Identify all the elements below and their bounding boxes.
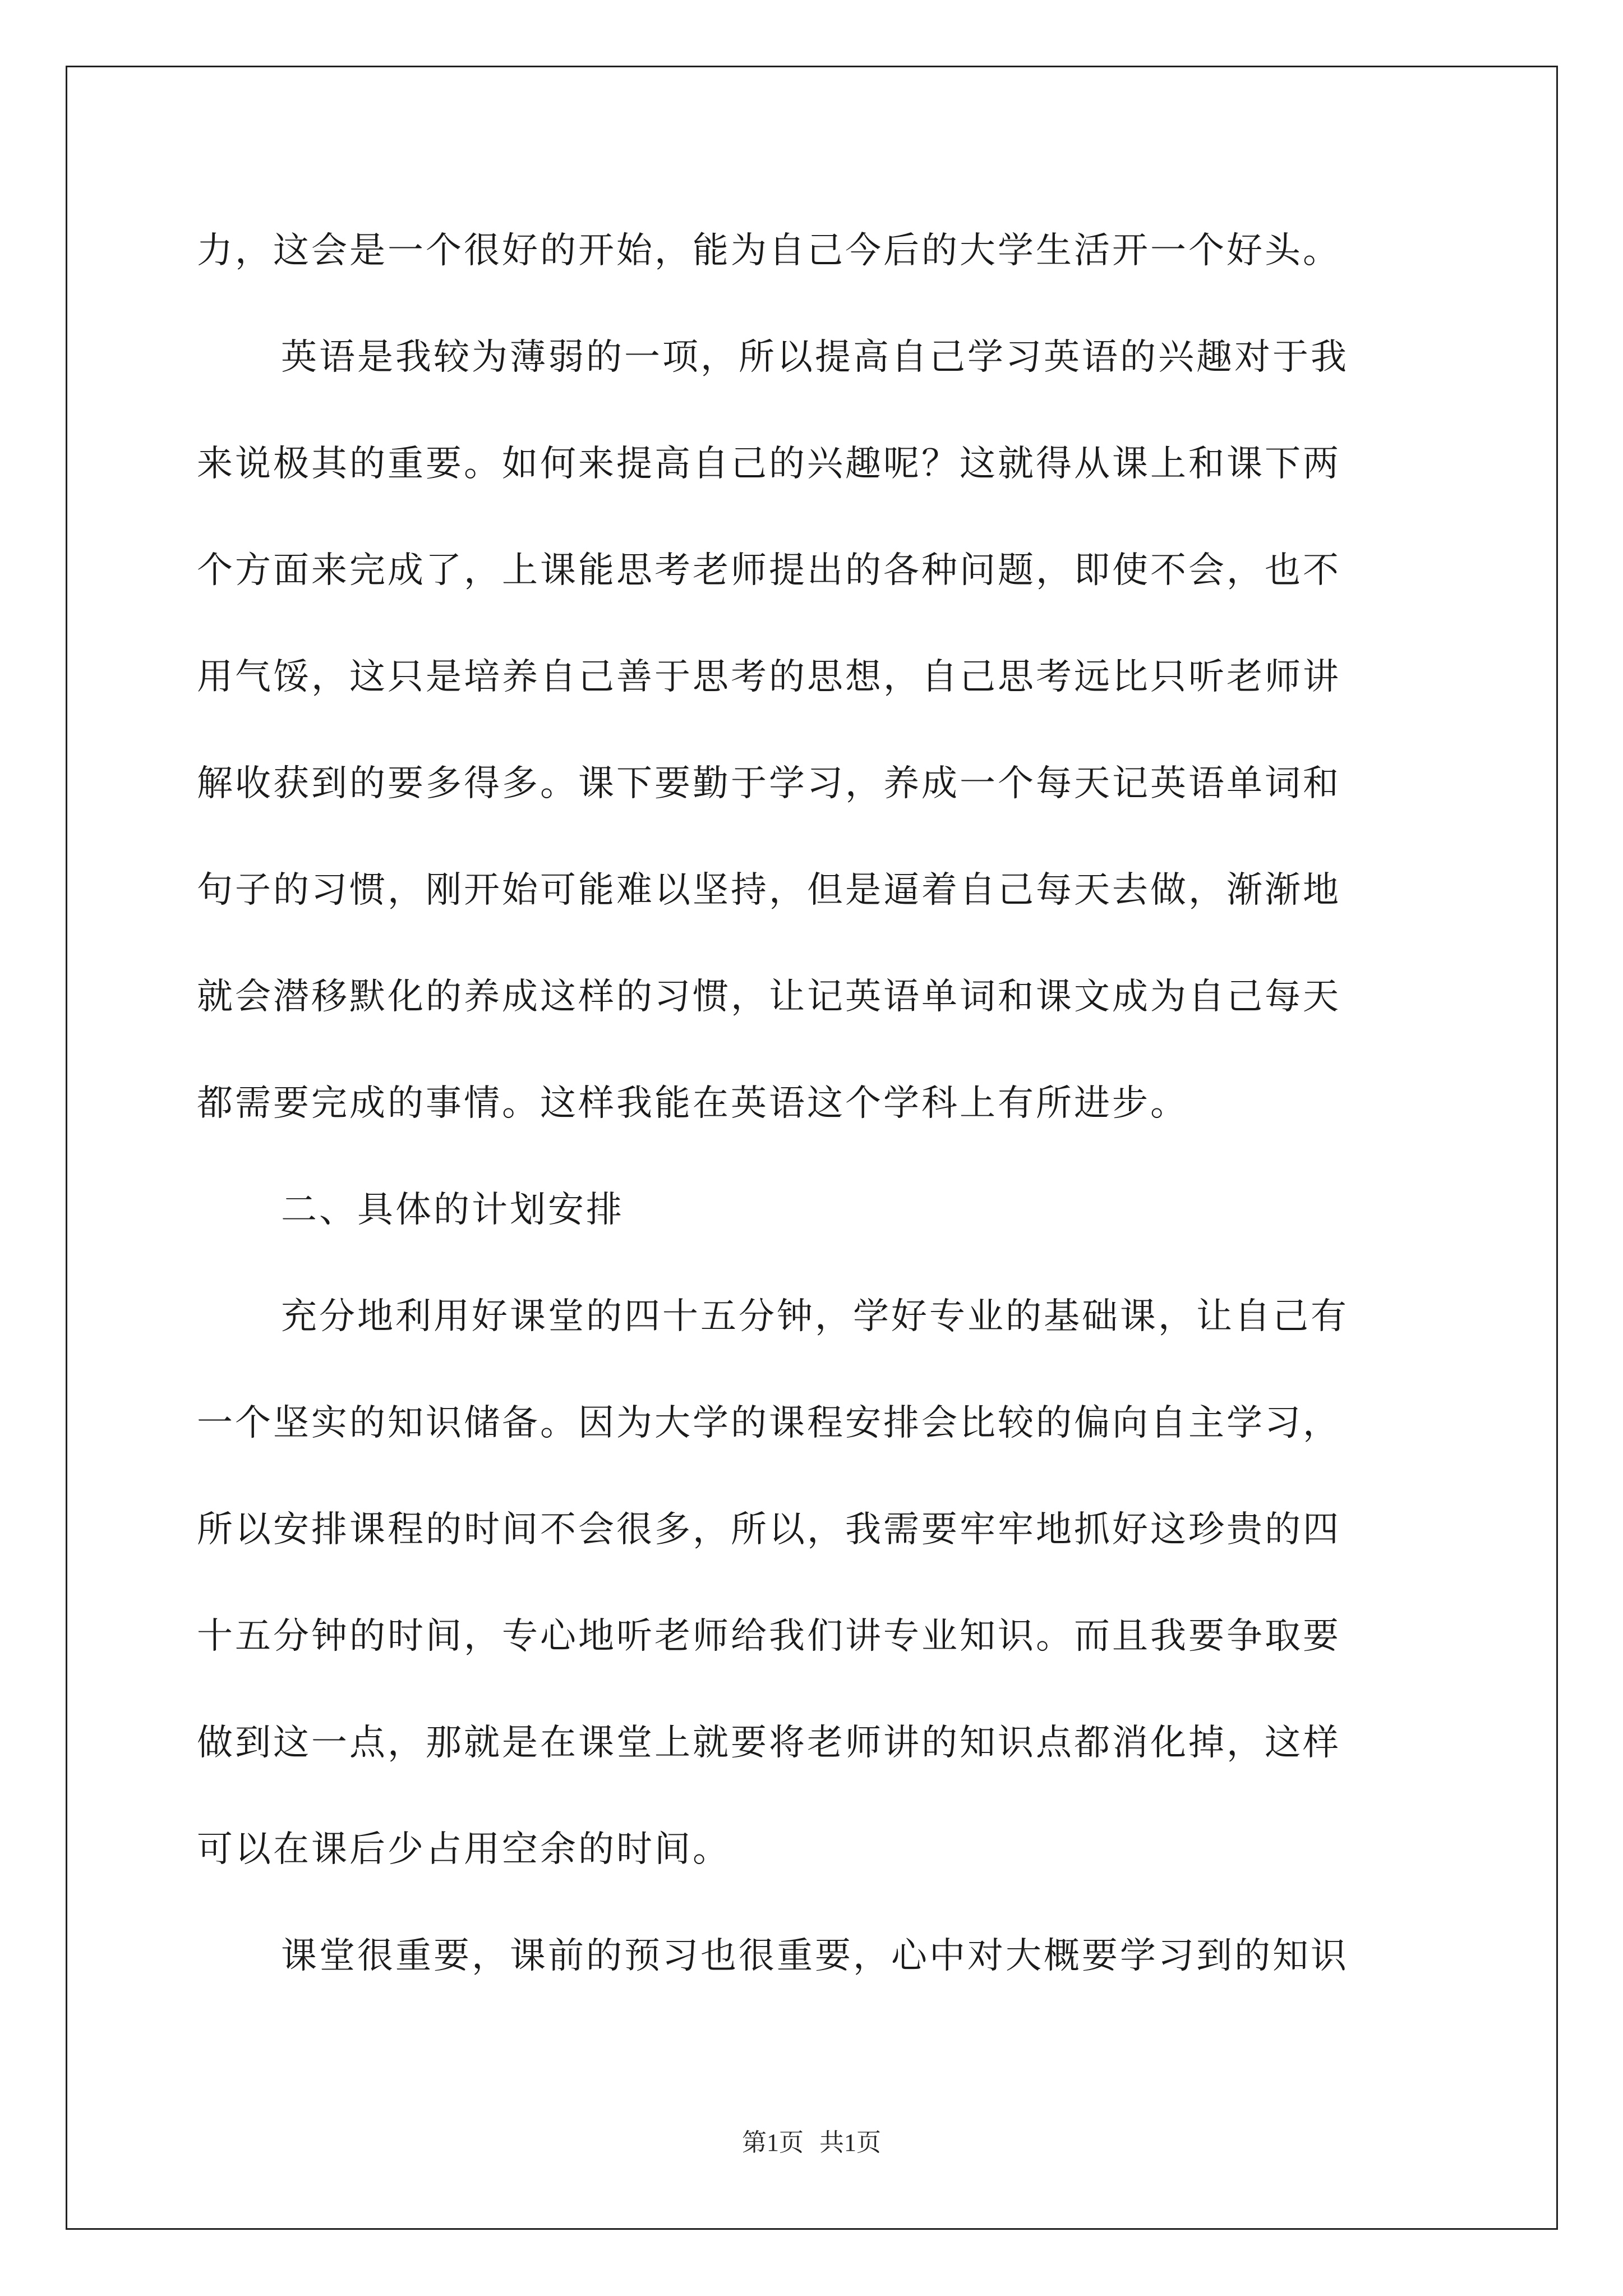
- text-line: 就会潜移默化的养成这样的习惯，让记英语单词和课文成为自己每天: [197, 976, 1341, 1018]
- text-line: 来说极其的重要。如何来提高自己的兴趣呢？这就得从课上和课下两: [197, 443, 1341, 485]
- text-line: 句子的习惯，刚开始可能难以坚持，但是逼着自己每天去做，渐渐地: [197, 869, 1341, 911]
- page-footer: [0, 2126, 1623, 2160]
- text-line: 力，这会是一个很好的开始，能为自己今后的大学生活开一个好头。: [197, 230, 1341, 272]
- page-number: 第1页: [742, 2129, 804, 2156]
- text-line: 一个坚实的知识储备。因为大学的课程安排会比较的偏向自主学习，: [197, 1402, 1341, 1444]
- text-line: 课堂很重要，课前的预习也很重要，心中对大概要学习到的知识: [281, 1935, 1349, 1977]
- page-total: 共1页: [819, 2129, 881, 2156]
- text-line: 充分地利用好课堂的四十五分钟，学好专业的基础课，让自己有: [281, 1296, 1349, 1337]
- text-line: 十五分钟的时间，专心地听老师给我们讲专业知识。而且我要争取要: [197, 1616, 1341, 1657]
- text-line: 都需要完成的事情。这样我能在英语这个学科上有所进步。: [197, 1083, 1188, 1124]
- text-line: 所以安排课程的时间不会很多，所以，我需要牢牢地抓好这珍贵的四: [197, 1509, 1341, 1550]
- page-border: [66, 66, 1558, 2230]
- section-heading: 二、具体的计划安排: [281, 1189, 624, 1231]
- text-line: 英语是我较为薄弱的一项，所以提高自己学习英语的兴趣对于我: [281, 337, 1349, 378]
- text-line: 可以在课后少占用空余的时间。: [197, 1829, 731, 1870]
- text-line: 用气馁，这只是培养自己善于思考的思想，自己思考远比只听老师讲: [197, 656, 1341, 698]
- text-line: 解收获到的要多得多。课下要勤于学习，养成一个每天记英语单词和: [197, 763, 1341, 804]
- text-line: 做到这一点，那就是在课堂上就要将老师讲的知识点都消化掉，这样: [197, 1722, 1341, 1764]
- text-line: 个方面来完成了，上课能思考老师提出的各种问题，即使不会，也不: [197, 550, 1341, 591]
